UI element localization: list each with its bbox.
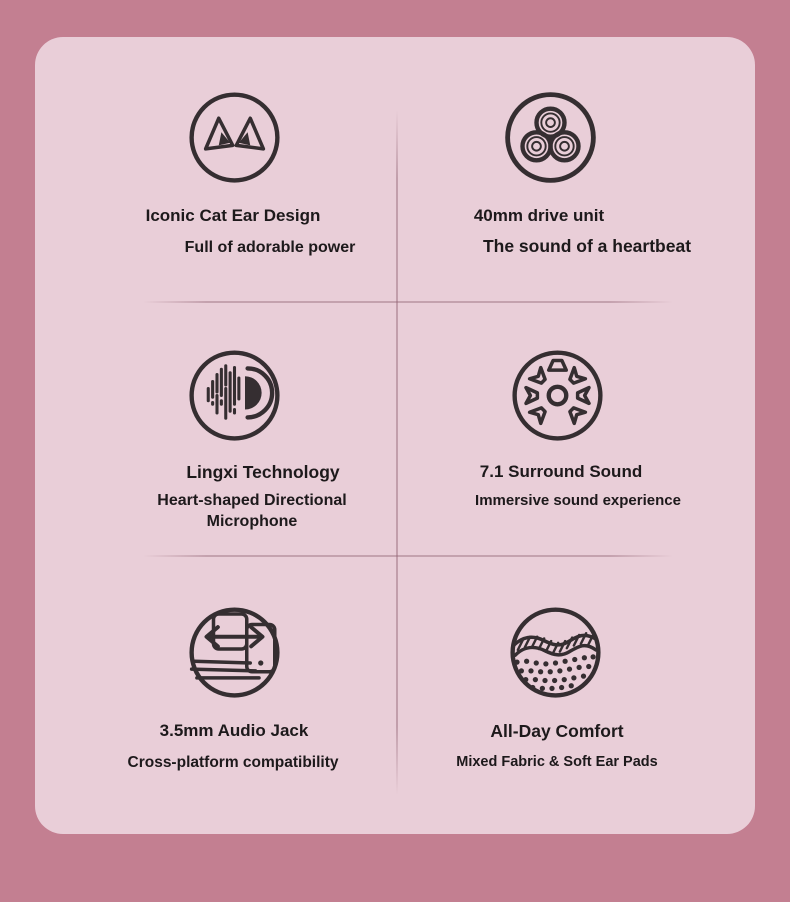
feature-subtitle: Full of adorable power (184, 239, 356, 256)
feature-lingxi-technology (35, 302, 397, 556)
feature-audio-jack (35, 556, 397, 834)
feature-title: All-Day Comfort (490, 721, 624, 741)
feature-title: 7.1 Surround Sound (479, 462, 643, 481)
feature-cat-ear-design (35, 37, 397, 302)
feature-drive-unit (397, 37, 755, 302)
feature-comfort (397, 556, 755, 834)
feature-subtitle: Cross-platform compatibility (127, 754, 339, 771)
interlocked-rings-icon (498, 85, 603, 190)
devices-arrow-icon (182, 600, 287, 705)
feature-subtitle: Heart-shaped Directional Microphone (157, 492, 347, 530)
feature-subtitle: Mixed Fabric & Soft Ear Pads (456, 754, 658, 770)
feature-title: 40mm drive unit (473, 206, 605, 225)
feature-grid (35, 37, 755, 834)
feature-title: Lingxi Technology (186, 462, 340, 482)
waveform-microphone-icon (182, 343, 287, 448)
cushion-fabric-icon (503, 600, 608, 705)
feature-subtitle: The sound of a heartbeat (482, 236, 692, 256)
feature-surround-sound (397, 302, 755, 556)
cat-ears-icon (182, 85, 287, 190)
feature-title: 3.5mm Audio Jack (159, 721, 309, 740)
feature-subtitle: Immersive sound experience (475, 492, 681, 509)
feature-card (35, 37, 755, 834)
speaker-array-icon (505, 343, 610, 448)
feature-title: Iconic Cat Ear Design (145, 206, 321, 225)
